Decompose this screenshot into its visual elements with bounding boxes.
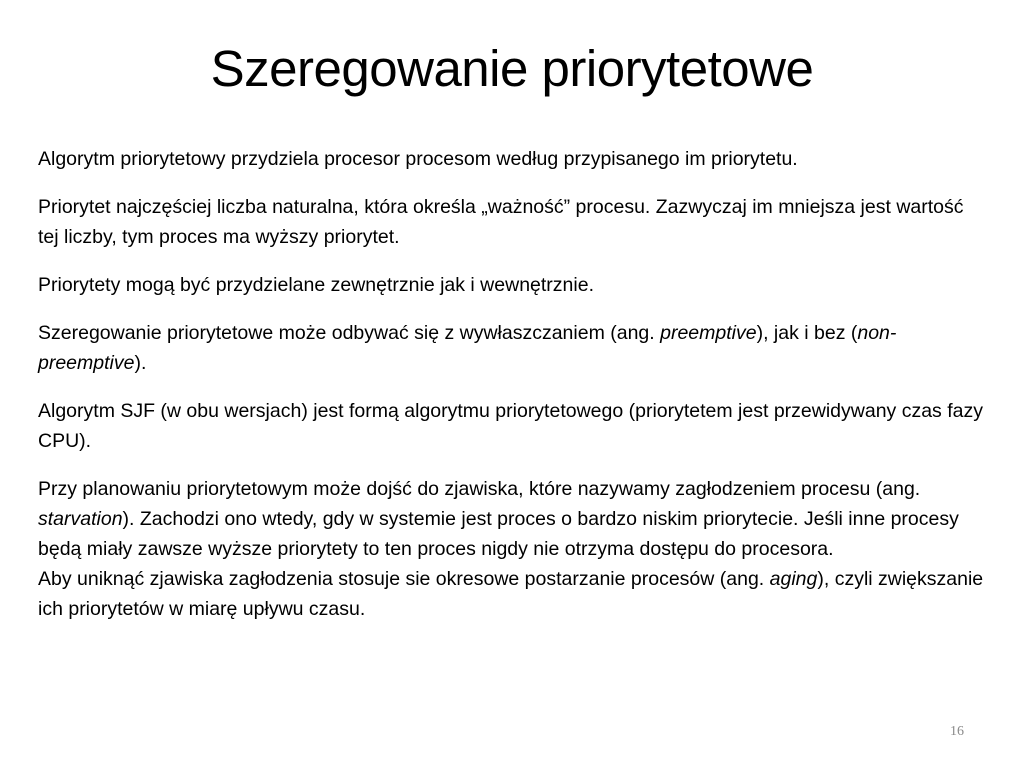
paragraph-priority-definition: [38, 192, 988, 252]
paragraph-text: ), jak i bez (: [756, 322, 858, 344]
paragraph-text: ). Zachodzi ono wtedy, gdy w systemie jest proces o bardzo niskim priorytecie. Jeśli inne procesy będą miały zawsze wyższe priorytety to ten proces nigdy nie otrzyma dostępu do procesora.: [38, 508, 959, 560]
paragraph-preemption: [38, 318, 988, 378]
paragraph-text: Algorytm priorytetowy przydziela procesor procesom według przypisanego im priorytetu.: [38, 148, 798, 170]
paragraph-text: ), czyli zwiększanie ich priorytetów w miarę upływu czasu.: [38, 568, 984, 620]
paragraph-text: Algorytm SJF (w obu wersjach) jest formą algorytmu priorytetowego (priorytetem jest przewidywany czas fazy CPU).: [38, 400, 983, 452]
paragraph-sjf: [38, 396, 988, 456]
term-starvation: starvation: [38, 508, 123, 530]
paragraph-priority-assignment: [38, 270, 988, 300]
paragraph-text: ).: [134, 352, 147, 374]
paragraph-text: Szeregowanie priorytetowe może odbywać się z wywłaszczaniem (ang.: [38, 322, 661, 344]
slide-title: Szeregowanie priorytetowe: [210, 40, 814, 97]
slide-body: [38, 144, 988, 624]
paragraph-text: Przy planowaniu priorytetowym może dojść do zjawiska, które nazywamy zagłodzeniem procesu (ang.: [38, 478, 921, 500]
term-preemptive: preemptive: [660, 322, 757, 344]
paragraph-aging: [38, 564, 988, 624]
paragraph-starvation: [38, 474, 988, 564]
slide-number: 16: [950, 724, 964, 739]
paragraph-priority-algorithm: [38, 144, 988, 174]
term-aging: aging: [769, 568, 818, 590]
paragraph-text: Aby uniknąć zjawiska zagłodzenia stosuje sie okresowe postarzanie procesów (ang.: [38, 568, 770, 590]
term-non-preemptive: non-preemptive: [38, 322, 897, 374]
paragraph-text: Priorytet najczęściej liczba naturalna, która określa „ważność” procesu. Zazwyczaj im mniejsza jest wartość tej liczby, tym proces ma wyższy priorytet.: [38, 196, 964, 248]
paragraph-text: Priorytety mogą być przydzielane zewnętrznie jak i wewnętrznie.: [38, 274, 594, 296]
